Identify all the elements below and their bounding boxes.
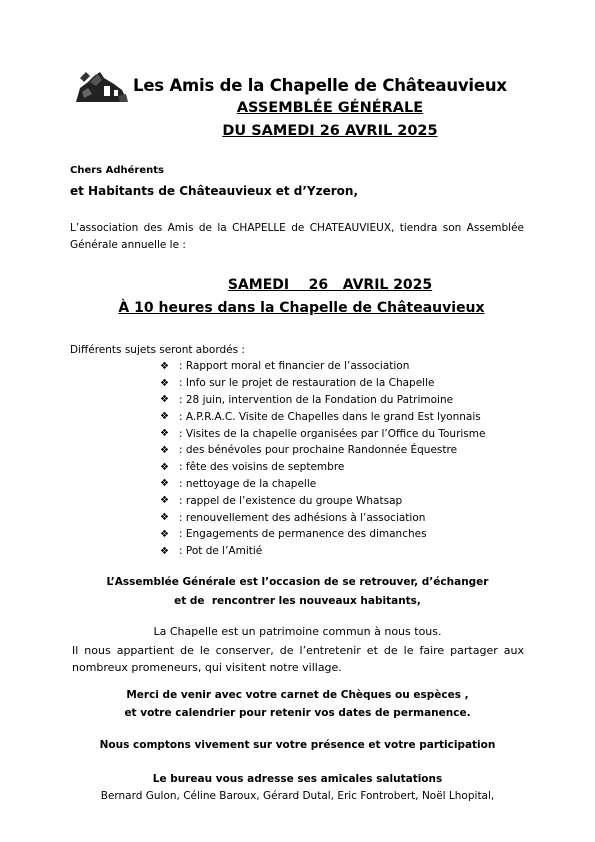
agenda-item-text: : nettoyage de la chapelle xyxy=(179,477,317,490)
diamond-bullet-icon: ❖ xyxy=(160,394,169,406)
agenda-item xyxy=(160,476,485,493)
agenda-item-text: : Info sur le projet de restauration de la Chapelle xyxy=(179,377,435,390)
agenda-item xyxy=(160,408,485,425)
agenda-item xyxy=(160,358,485,375)
salutation-members: Chers Adhérents xyxy=(70,165,164,176)
diamond-bullet-icon: ❖ xyxy=(160,528,169,540)
diamond-bullet-icon: ❖ xyxy=(160,428,169,440)
diamond-bullet-icon: ❖ xyxy=(160,545,169,557)
diamond-bullet-icon: ❖ xyxy=(160,495,169,507)
diamond-bullet-icon: ❖ xyxy=(160,377,169,389)
event-time-place: À 10 heures dans la Chapelle de Châteauvieux xyxy=(118,300,485,316)
agenda-item xyxy=(160,392,485,409)
event-date: SAMEDI 26 AVRIL 2025 xyxy=(227,277,433,293)
occasion-line-1: L’Assemblée Générale est l’occasion de se retrouver, d’échanger xyxy=(106,576,489,588)
agenda-item xyxy=(160,375,485,392)
occasion-line-2: et de rencontrer les nouveaux habitants, xyxy=(174,595,421,607)
diamond-bullet-icon: ❖ xyxy=(160,478,169,490)
agenda-item-text: : rappel de l’existence du groupe Whatsap xyxy=(179,494,403,507)
closing-greeting: Le bureau vous adresse ses amicales salutations xyxy=(152,773,443,785)
calendar-note: et votre calendrier pour retenir vos dates de permanence. xyxy=(124,707,471,719)
agenda-list xyxy=(160,358,485,560)
agenda-item xyxy=(160,459,485,476)
meeting-date: DU SAMEDI 26 AVRIL 2025 xyxy=(222,123,438,139)
agenda-intro: Différents sujets seront abordés : xyxy=(70,344,245,356)
agenda-item xyxy=(160,543,485,560)
heritage-paragraph: Il nous appartient de le conserver, de l’entretenir et de le faire partager aux nombreux promeneurs, qui visitent notre village. xyxy=(72,644,524,674)
agenda-item xyxy=(160,492,485,509)
agenda-item-text: : fête des voisins de septembre xyxy=(179,461,345,474)
participation-note: Nous comptons vivement sur votre présence et votre participation xyxy=(99,739,496,751)
agenda-item-text: : Pot de l’Amitié xyxy=(179,545,263,558)
intro-paragraph: L’association des Amis de la CHAPELLE de CHATEAUVIEUX, tiendra son Assemblée Générale annuelle le : xyxy=(70,222,524,251)
agenda-item xyxy=(160,425,485,442)
diamond-bullet-icon: ❖ xyxy=(160,360,169,372)
agenda-item-text: : renouvellement des adhésions à l’association xyxy=(179,511,426,524)
diamond-bullet-icon: ❖ xyxy=(160,411,169,423)
payment-note: Merci de venir avec votre carnet de Chèques ou espèces , xyxy=(126,689,469,701)
chapel-logo-icon xyxy=(74,68,130,104)
agenda-item-text: : Engagements de permanence des dimanches xyxy=(179,528,427,541)
salutation-residents: et Habitants de Châteauvieux et d’Yzeron, xyxy=(70,184,359,198)
agenda-item-text: : Visites de la chapelle organisées par l’Office du Tourisme xyxy=(179,427,486,440)
agenda-item-text: : A.P.R.A.C. Visite de Chapelles dans le grand Est lyonnais xyxy=(179,410,481,423)
organization-title: Les Amis de la Chapelle de Châteauvieux xyxy=(133,76,507,95)
agenda-item xyxy=(160,442,485,459)
diamond-bullet-icon: ❖ xyxy=(160,461,169,473)
signatories: Bernard Gulon, Céline Baroux, Gérard Dutal, Eric Fontrobert, Noël Lhopital, xyxy=(100,790,495,802)
heritage-line-1: La Chapelle est un patrimoine commun à nous tous. xyxy=(153,625,442,638)
agenda-item xyxy=(160,526,485,543)
agenda-item xyxy=(160,509,485,526)
agenda-item-text: : des bénévoles pour prochaine Randonnée Équestre xyxy=(179,444,458,457)
meeting-title: ASSEMBLÉE GÉNÉRALE xyxy=(236,100,424,116)
diamond-bullet-icon: ❖ xyxy=(160,444,169,456)
agenda-item-text: : Rapport moral et financier de l’association xyxy=(179,360,410,373)
agenda-item-text: : 28 juin, intervention de la Fondation du Patrimoine xyxy=(179,393,454,406)
diamond-bullet-icon: ❖ xyxy=(160,512,169,524)
